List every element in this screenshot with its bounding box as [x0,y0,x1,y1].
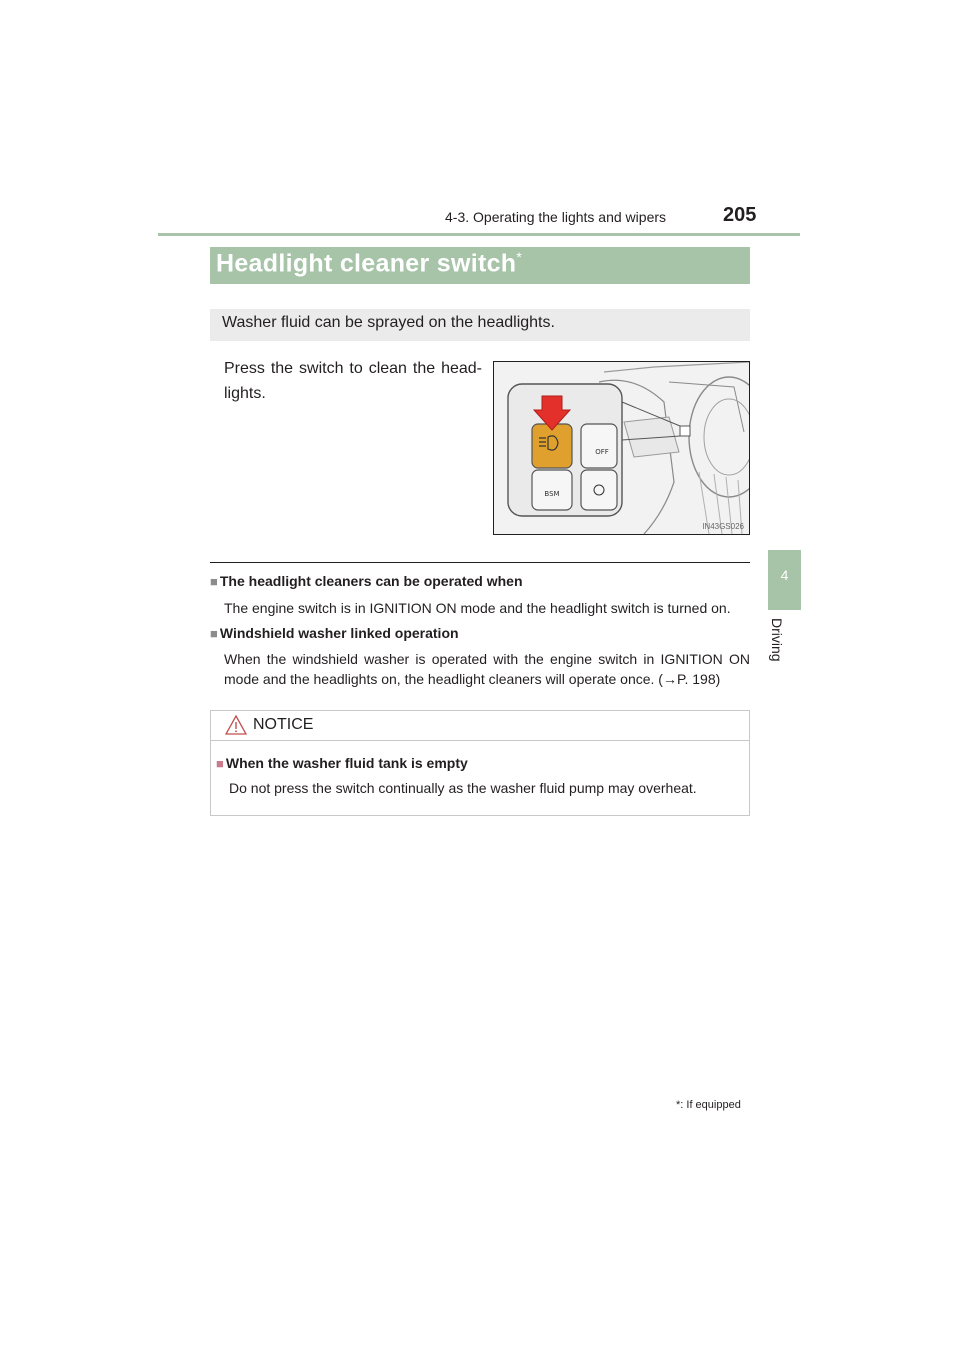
title-bar [210,247,750,284]
chapter-label-text: Driving [769,618,785,662]
page-title [216,249,522,278]
notice-label: NOTICE [253,716,314,733]
notes-divider [210,562,750,563]
notice-heading-text: When the washer fluid tank is empty [225,755,468,771]
switch-illustration-drawing [494,362,749,534]
chapter-number: 4 [780,567,789,583]
square-bullet-icon: ■ [216,756,224,771]
figure-code: IN43GS026 [702,522,744,531]
footnote: *: If equipped [676,1099,741,1111]
note-heading-text: The headlight cleaners can be operated when [219,573,523,589]
notice-body: Do not press the switch continually as the washer fluid pump may overheat. [229,780,697,796]
notice-header [211,711,749,741]
off-switch-label: OFF [595,448,609,456]
intro-bar [210,309,750,341]
bsm-switch-label: BSM [544,490,560,498]
note-heading [210,573,523,589]
warning-triangle-icon [225,715,247,735]
square-bullet-icon: ■ [210,574,218,589]
notice-box [210,710,750,816]
notice-heading [216,755,468,771]
page-number: 205 [723,204,757,226]
note-body: The engine switch is in IGNITION ON mode and the headlight switch is turned on. [224,600,731,616]
chapter-tab [768,550,801,610]
note-heading [210,625,459,641]
note-heading-text: Windshield washer linked operation [219,625,459,641]
section-title: 4-3. Operating the lights and wipers [445,209,667,225]
page-title-text: Headlight cleaner switch [216,249,517,278]
chapter-label [769,618,789,678]
square-bullet-icon: ■ [210,626,218,641]
switch-illustration [493,361,750,535]
note-body: When the windshield washer is operated with the engine switch in IGNITION ON mode and the headlights on, the headlight cleaners will operate once. (→P. 198) [224,651,750,687]
title-marker: * [516,249,523,265]
intro-text: Washer fluid can be sprayed on the headlights. [222,314,555,331]
instruction-text: Press the switch to clean the head-lights. [224,360,482,402]
header-rule [158,233,800,236]
